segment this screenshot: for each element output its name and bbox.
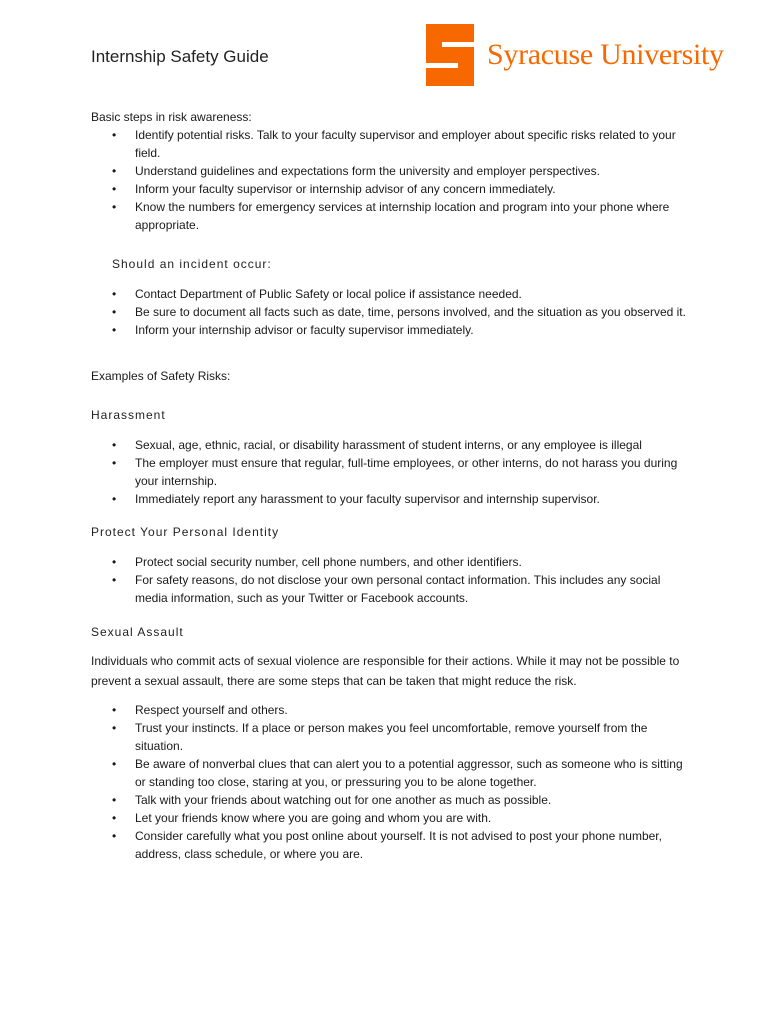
list-item: • Understand guidelines and expectations form the university and employer perspectives. [91, 162, 691, 180]
incident-list [91, 285, 691, 339]
list-item: • Know the numbers for emergency services at internship location and program into your phone where appropriate. [91, 198, 691, 234]
list-item: • Be sure to document all facts such as date, time, persons involved, and the situation as you observed it. [91, 303, 691, 321]
list-item: • Let your friends know where you are going and whom you are with. [91, 809, 691, 827]
intro-list [91, 126, 691, 234]
list-item: • Respect yourself and others. [91, 701, 691, 719]
list-item: • Be aware of nonverbal clues that can alert you to a potential aggressor, such as someone who is sitting or standing too close, staring at you, or pressuring you to be alone together. [91, 755, 691, 791]
list-item: • Consider carefully what you post online about yourself. It is not advised to post your phone number, address, class schedule, or where you are. [91, 827, 691, 863]
assault-heading: Sexual Assault [91, 625, 184, 639]
list-item: • Sexual, age, ethnic, racial, or disability harassment of student interns, or any employee is illegal [91, 436, 691, 454]
list-item: • The employer must ensure that regular, full-time employees, or other interns, do not harass you during your internship. [91, 454, 691, 490]
list-item: • Identify potential risks. Talk to your faculty supervisor and employer about specific risks related to your field. [91, 126, 691, 162]
list-item: • Immediately report any harassment to your faculty supervisor and internship supervisor. [91, 490, 691, 508]
harassment-list [91, 436, 691, 508]
list-item: • Contact Department of Public Safety or local police if assistance needed. [91, 285, 691, 303]
block-s-logo-icon [426, 24, 474, 86]
list-item: • For safety reasons, do not disclose your own personal contact information. This includes any social media information, such as your Twitter or Facebook accounts. [91, 571, 691, 607]
list-item: • Inform your internship advisor or faculty supervisor immediately. [91, 321, 691, 339]
assault-paragraph: Individuals who commit acts of sexual violence are responsible for their actions. While it may not be possible to prevent a sexual assault, there are some steps that can be taken that might reduce the risk. [91, 654, 680, 688]
examples-label: Examples of Safety Risks: [91, 369, 231, 383]
document-body [91, 108, 691, 863]
university-logo [426, 24, 761, 86]
harassment-heading: Harassment [91, 408, 166, 422]
incident-heading: Should an incident occur: [112, 257, 272, 271]
intro-label: Basic steps in risk awareness: [91, 110, 252, 124]
page-title: Internship Safety Guide [91, 47, 269, 66]
list-item: • Inform your faculty supervisor or internship advisor of any concern immediately. [91, 180, 691, 198]
identity-list [91, 553, 691, 607]
list-item: • Talk with your friends about watching out for one another as much as possible. [91, 791, 691, 809]
list-item: • Trust your instincts. If a place or person makes you feel uncomfortable, remove yourself from the situation. [91, 719, 691, 755]
assault-list [91, 701, 691, 863]
list-item: • Protect social security number, cell phone numbers, and other identifiers. [91, 553, 691, 571]
logo-wordmark: Syracuse University [487, 38, 724, 71]
identity-heading: Protect Your Personal Identity [91, 525, 280, 539]
